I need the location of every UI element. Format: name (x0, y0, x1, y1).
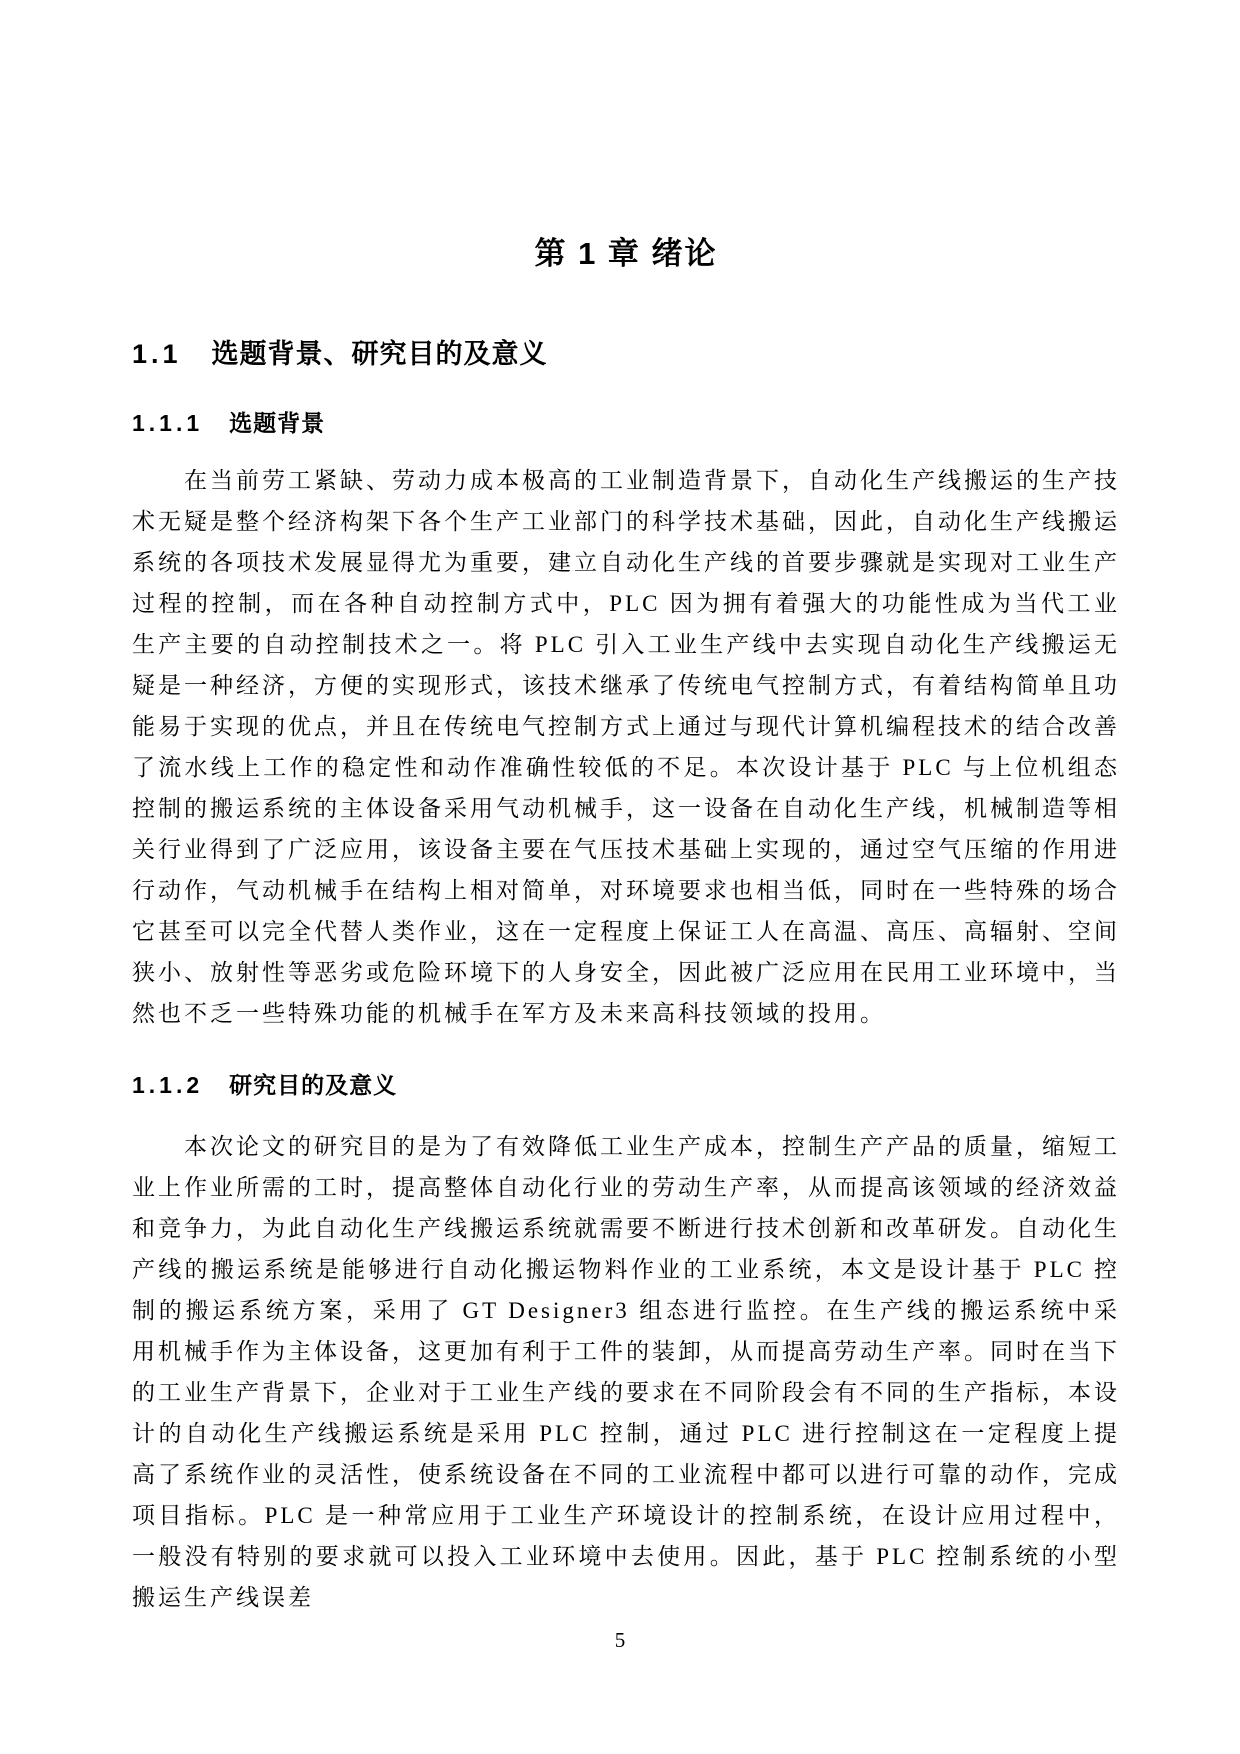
section-title-1-1-2: 研究目的及意义 (229, 1072, 398, 1098)
page-number: 5 (614, 1628, 626, 1652)
section-heading-1-1 (132, 341, 1120, 368)
section-number-1-1: 1.1 (132, 339, 182, 369)
paragraph-background: 在当前劳工紧缺、劳动力成本极高的工业制造背景下，自动化生产线搬运的生产技术无疑是整个经济构架下各个生产工业部门的科学技术基础，因此，自动化生产线搬运系统的各项技术发展显得尤为重要，建立自动化生产线的首要步骤就是实现对工业生产过程的控制，而在各种自动控制方式中，PLC 因为拥有着强大的功能性成为当代工业生产主要的自动控制技术之一。将 PLC 引入工业生产线中去实现自动化生产线搬运无疑是一种经济，方便的实现形式，该技术继承了传统电气控制方式，有着结构简单且功能易于实现的优点，并且在传统电气控制方式上通过与现代计算机编程技术的结合改善了流水线上工作的稳定性和动作准确性较低的不足。本次设计基于 PLC 与上位机组态控制的搬运系统的主体设备采用气动机械手，这一设备在自动化生产线，机械制造等相关行业得到了广泛应用，该设备主要在气压技术基础上实现的，通过空气压缩的作用进行动作，气动机械手在结构上相对简单，对环境要求也相当低，同时在一些特殊的场合它甚至可以完全代替人类作业，这在一定程度上保证工人在高温、高压、高辐射、空间狭小、放射性等恶劣或危险环境下的人身安全，因此被广泛应用在民用工业环境中，当然也不乏一些特殊功能的机械手在军方及未来高科技领域的投用。 (132, 468, 1120, 1026)
section-number-1-1-2: 1.1.2 (132, 1072, 204, 1098)
chapter-title: 第 1 章 绪论 (534, 236, 718, 271)
section-heading-1-1-2 (132, 1074, 1120, 1097)
section-title-1-1: 选题背景、研究目的及意义 (211, 339, 548, 369)
paragraph-purpose: 本次论文的研究目的是为了有效降低工业生产成本，控制生产产品的质量，缩短工业上作业所需的工时，提高整体自动化行业的劳动生产率，从而提高该领域的经济效益和竞争力，为此自动化生产线搬运系统就需要不断进行技术创新和改革研发。自动化生产线的搬运系统是能够进行自动化搬运物料作业的工业系统，本文是设计基于 PLC 控制的搬运系统方案，采用了 GT Designer3 组态进行监控。在生产线的搬运系统中采用机械手作为主体设备，这更加有利于工件的装卸，从而提高劳动生产率。同时在当下的工业生产背景下，企业对于工业生产线的要求在不同阶段会有不同的生产指标，本设计的自动化生产线搬运系统是采用 PLC 控制，通过 PLC 进行控制这在一定程度上提高了系统作业的灵活性，使系统设备在不同的工业流程中都可以进行可靠的动作，完成项目指标。PLC 是一种常应用于工业生产环境设计的控制系统，在设计应用过程中，一般没有特别的要求就可以投入工业环境中去使用。因此，基于 PLC 控制系统的小型搬运生产线误差 (132, 1134, 1120, 1610)
section-heading-1-1-1 (132, 412, 1120, 435)
section-title-1-1-1: 选题背景 (229, 410, 326, 436)
section-number-1-1-1: 1.1.1 (132, 410, 204, 436)
